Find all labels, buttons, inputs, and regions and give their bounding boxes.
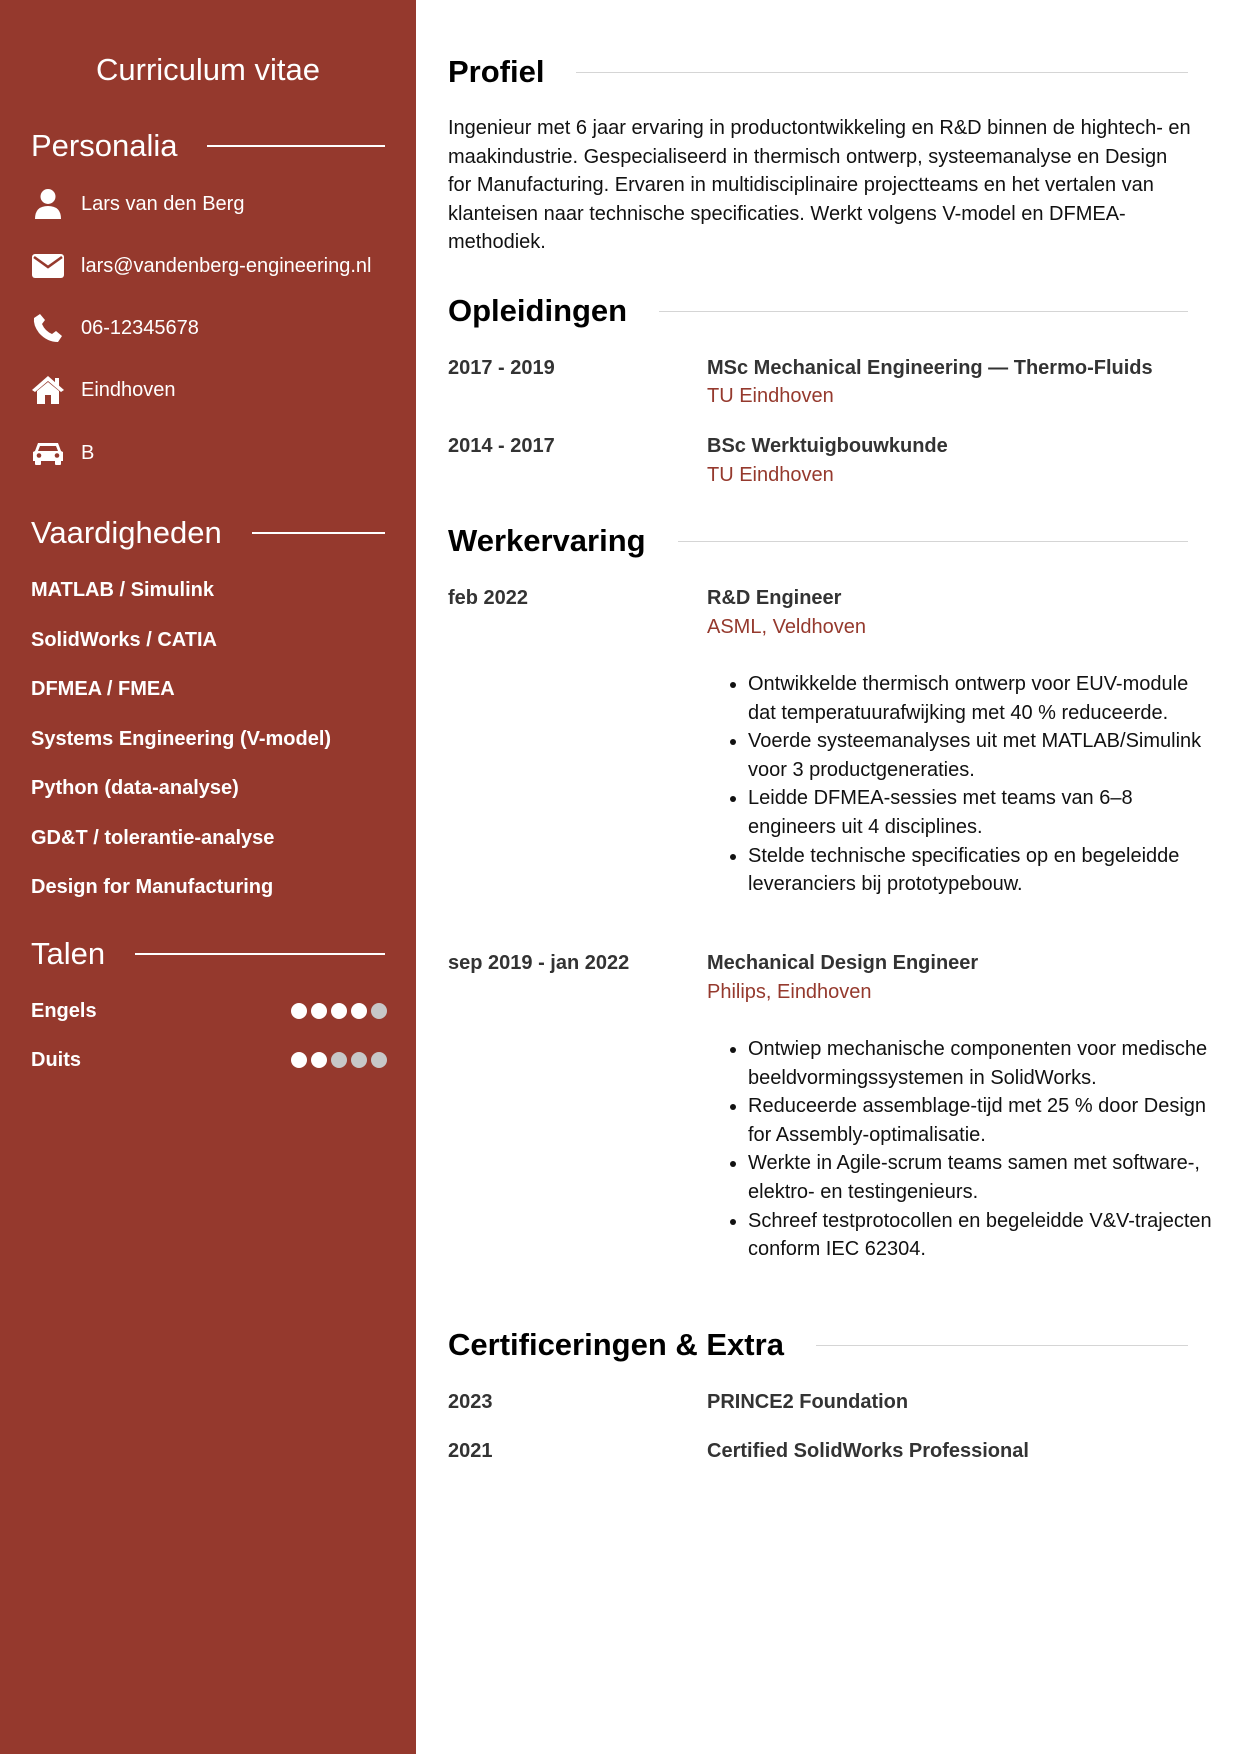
skills-heading-text: Vaardigheden: [31, 515, 222, 550]
level-dot-empty: [331, 1052, 347, 1068]
skill-item: MATLAB / Simulink: [31, 579, 214, 601]
personalia-divider: [207, 145, 385, 147]
work-date: sep 2019 - jan 2022: [448, 952, 630, 974]
certifications-heading: [448, 1323, 1188, 1367]
level-dot-filled: [291, 1003, 307, 1019]
education-date: 2017 - 2019: [448, 357, 555, 379]
level-dot-filled: [351, 1003, 367, 1019]
work-heading-text: Werkervaring: [448, 523, 646, 558]
work-bullet: • Reduceerde assemblage-tijd met 25 % door Design for Assembly-optimalisatie.: [748, 1092, 1218, 1149]
certification-year: 2023: [448, 1391, 493, 1413]
certifications-divider: [816, 1345, 1188, 1346]
work-heading: [448, 519, 1188, 563]
home-icon: [31, 373, 65, 407]
work-date: feb 2022: [448, 587, 529, 609]
work-title: Mechanical Design Engineer: [707, 952, 979, 974]
certification-title: Certified SolidWorks Professional: [707, 1440, 1029, 1462]
education-title: BSc Werktuigbouwkunde: [707, 435, 948, 457]
sidebar: [0, 0, 416, 1754]
contact-name-row: [31, 184, 401, 224]
certifications-heading-text: Certificeringen & Extra: [448, 1327, 784, 1362]
contact-name: Lars van den Berg: [81, 192, 245, 215]
education-title: MSc Mechanical Engineering — Thermo-Fluids: [707, 357, 1153, 379]
level-dot-filled: [311, 1052, 327, 1068]
skill-item: GD&T / tolerantie-analyse: [31, 827, 275, 849]
work-bullet: • Stelde technische specificaties op en begeleidde leveranciers bij prototypebouw.: [748, 842, 1218, 899]
skill-item: SolidWorks / CATIA: [31, 629, 217, 651]
level-dot-filled: [291, 1052, 307, 1068]
education-heading: [448, 289, 1188, 333]
languages-divider: [135, 953, 385, 955]
language-level-rating: [291, 1052, 387, 1068]
level-dot-empty: [351, 1052, 367, 1068]
education-divider: [659, 311, 1188, 312]
work-bullet: • Leidde DFMEA-sessies met teams van 6–8 engineers uit 4 disciplines.: [748, 784, 1218, 841]
car-icon: [31, 436, 65, 470]
language-name: Duits: [31, 1048, 81, 1071]
level-dot-empty: [371, 1052, 387, 1068]
level-dot-empty: [371, 1003, 387, 1019]
certification-title: PRINCE2 Foundation: [707, 1391, 909, 1413]
skills-divider: [252, 532, 385, 534]
work-employer: ASML, Veldhoven: [707, 616, 866, 638]
document-title: Curriculum vitae: [96, 52, 320, 87]
contact-phone[interactable]: 06-12345678: [81, 316, 199, 339]
work-employer: Philips, Eindhoven: [707, 981, 872, 1003]
contact-license: B: [81, 441, 95, 464]
contact-phone-row: [31, 308, 401, 348]
language-name: Engels: [31, 999, 97, 1022]
work-bullet: • Ontwikkelde thermisch ontwerp voor EUV-module dat temperatuurafwijking met 40 % reduceerde.: [748, 670, 1218, 727]
contact-email[interactable]: lars@vandenberg-engineering.nl: [81, 254, 372, 277]
language-level-rating: [291, 1003, 387, 1019]
contact-email-row: [31, 246, 401, 286]
languages-heading: [31, 934, 385, 974]
education-date: 2014 - 2017: [448, 435, 555, 457]
skills-heading: [31, 513, 385, 553]
skill-item: Python (data-analyse): [31, 777, 239, 799]
skill-item: DFMEA / FMEA: [31, 678, 175, 700]
envelope-icon: [31, 249, 65, 283]
languages-heading-text: Talen: [31, 936, 106, 971]
work-bullet: • Werkte in Agile-scrum teams samen met software-, elektro- en testingenieurs.: [748, 1149, 1218, 1206]
language-row: [31, 998, 387, 1024]
work-bullet: • Voerde systeemanalyses uit met MATLAB/Simulink voor 3 productgeneraties.: [748, 727, 1218, 784]
skill-item: Systems Engineering (V-model): [31, 728, 332, 750]
work-bullets: [707, 1035, 1218, 1264]
work-title: R&D Engineer: [707, 587, 842, 609]
education-heading-text: Opleidingen: [448, 293, 628, 328]
contact-city: Eindhoven: [81, 378, 176, 401]
contact-city-row: [31, 370, 401, 410]
profile-heading: [448, 50, 1188, 94]
work-bullets: [707, 670, 1218, 899]
education-institution: TU Eindhoven: [707, 385, 834, 407]
work-bullet: • Schreef testprotocollen en begeleidde V&V-trajecten conform IEC 62304.: [748, 1207, 1218, 1264]
contact-license-row: [31, 433, 401, 473]
level-dot-filled: [331, 1003, 347, 1019]
work-bullet: • Ontwiep mechanische componenten voor medische beeldvormingssystemen in SolidWorks.: [748, 1035, 1218, 1092]
profile-text: Ingenieur met 6 jaar ervaring in productontwikkeling en R&D binnen de hightech- en maakindustrie. Gespecialiseerd in thermisch ontwerp, systeemanalyse en Design for Manufacturing. Ervaren in multidisciplinaire projectteams en het vertalen van klanteisen naar technische specificaties. Werkt volgens V-model en DFMEA-methodiek.: [448, 117, 1191, 254]
personalia-heading-text: Personalia: [31, 128, 178, 163]
education-institution: TU Eindhoven: [707, 464, 834, 486]
certification-year: 2021: [448, 1440, 493, 1462]
work-divider: [678, 541, 1188, 542]
personalia-heading: [31, 126, 385, 166]
language-row: [31, 1047, 387, 1073]
profile-divider: [576, 72, 1188, 73]
level-dot-filled: [311, 1003, 327, 1019]
user-icon: [31, 187, 65, 221]
profile-heading-text: Profiel: [448, 54, 545, 89]
skill-item: Design for Manufacturing: [31, 876, 274, 898]
phone-icon: [31, 311, 65, 345]
